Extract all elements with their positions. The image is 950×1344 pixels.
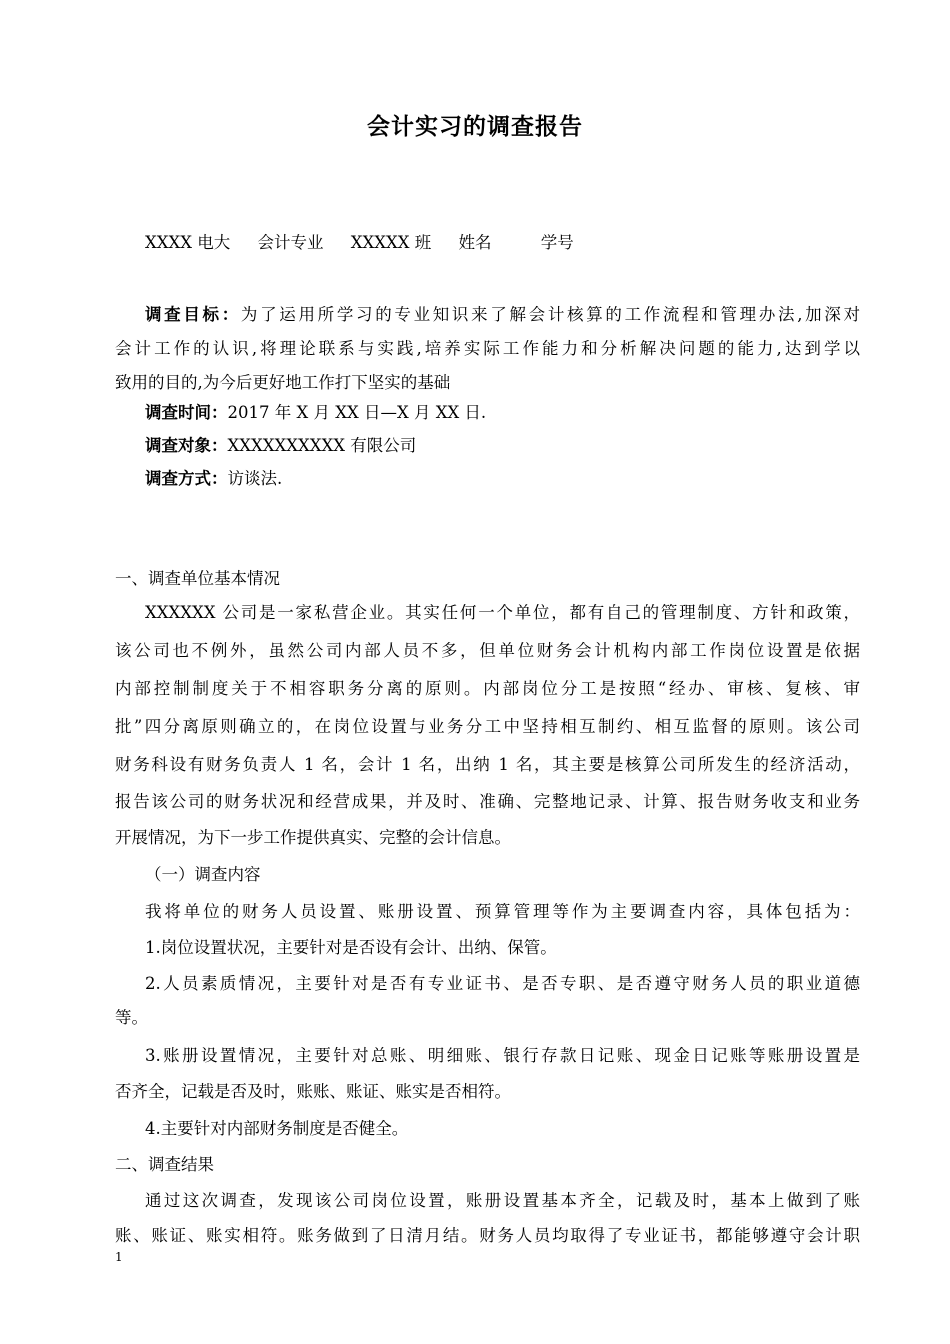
section1-para-line: XXXXXX 公司是一家私营企业。其实任何一个单位，都有自己的管理制度、方针和政策， <box>145 603 860 622</box>
time-line <box>145 402 860 424</box>
section1-para-line: 财务科设有财务负责人 1 名，会计 1 名，出纳 1 名，其主要是核算公司所发生的经济活动， <box>115 755 860 774</box>
subsection-heading: （一）调查内容 <box>145 865 261 884</box>
section2-para-line: 通过这次调查，发现该公司岗位设置，账册设置基本齐全，记载及时，基本上做到了账 <box>145 1191 860 1210</box>
section1-para-line: 报告该公司的财务状况和经营成果，并及时、准确、完整地记录、计算、报告财务收支和业务 <box>115 792 860 811</box>
section1-para-line: 批”四分离原则确立的，在岗位设置与业务分工中坚持相互制约、相互监督的原则。该公司 <box>115 717 860 736</box>
object-label: 调查对象： <box>145 436 228 455</box>
section1-para-line: 内部控制制度关于不相容职务分离的原则。内部岗位分工是按照“经办、审核、复核、审 <box>115 679 860 698</box>
document-title: 会计实习的调查报告 <box>367 114 583 140</box>
section1-heading: 一、调查单位基本情况 <box>115 569 280 588</box>
goal-line-3: 致用的目的,为今后更好地工作打下坚实的基础 <box>115 373 451 392</box>
goal-text-1: 为了运用所学习的专业知识来了解会计核算的工作流程和管理办法,加深对 <box>240 305 860 324</box>
section2-para-line: 账、账证、账实相符。账务做到了日清月结。财务人员均取得了专业证书，都能够遵守会计职 <box>115 1226 860 1245</box>
author-name: 姓名 <box>458 233 492 252</box>
section1-para-line: 该公司也不例外，虽然公司内部人员不多，但单位财务会计机构内部工作岗位设置是依据 <box>115 641 860 660</box>
page-number: 1 <box>115 1250 123 1264</box>
time-text: 2017 年 X 月 XX 日—X 月 XX 日. <box>227 403 487 422</box>
author-class: XXXXX 班 <box>350 233 432 252</box>
method-line <box>145 468 860 490</box>
goal-line-1 <box>145 304 860 326</box>
content-item-3-cont: 否齐全，记载是否及时，账账、账证、账实是否相符。 <box>115 1082 511 1101</box>
time-label: 调查时间： <box>145 403 228 422</box>
author-id: 学号 <box>540 233 574 252</box>
author-line <box>145 232 860 254</box>
content-item-2-cont: 等。 <box>115 1008 148 1027</box>
content-item-3: 3.账册设置情况，主要针对总账、明细账、银行存款日记账、现金日记账等账册设置是 <box>145 1046 860 1065</box>
method-label: 调查方式： <box>145 469 228 488</box>
author-major: 会计专业 <box>257 233 324 252</box>
goal-line-2: 会计工作的认识,将理论联系与实践,培养实际工作能力和分析解决问题的能力,达到学以 <box>115 339 860 358</box>
content-intro: 我将单位的财务人员设置、账册设置、预算管理等作为主要调查内容，具体包括为： <box>145 902 860 921</box>
goal-label: 调查目标： <box>145 305 241 324</box>
author-school: XXXX 电大 <box>145 233 231 252</box>
content-item-1: 1.岗位设置状况，主要针对是否设有会计、出纳、保管。 <box>145 938 557 957</box>
section2-heading: 二、调查结果 <box>115 1155 214 1174</box>
content-item-2: 2.人员素质情况，主要针对是否有专业证书、是否专职、是否遵守财务人员的职业道德 <box>145 974 860 993</box>
object-line <box>145 435 860 457</box>
object-text: XXXXXXXXXX 有限公司 <box>227 436 417 455</box>
section1-para-line: 开展情况，为下一步工作提供真实、完整的会计信息。 <box>115 828 511 847</box>
method-text: 访谈法. <box>227 469 283 488</box>
content-item-4: 4.主要针对内部财务制度是否健全。 <box>145 1119 409 1138</box>
